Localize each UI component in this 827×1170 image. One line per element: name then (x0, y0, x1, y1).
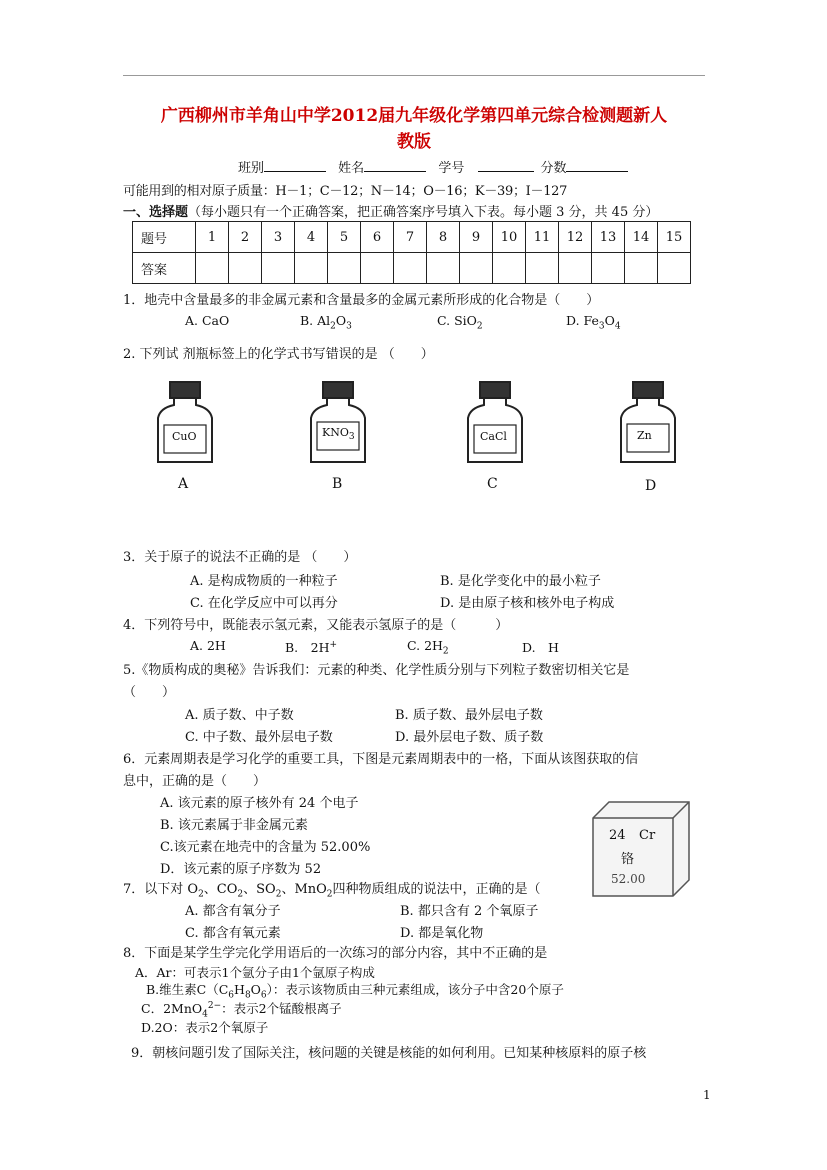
q8-option-b: B.维生素$C(C_6H_8O_6)$：表示该物质由三种元素组成，该分子中含20个原子 (146, 982, 564, 1001)
table-cell: 14 (625, 222, 658, 253)
q4-option-c: C. $2H_2$ (407, 638, 449, 657)
element-name: 铬 (621, 852, 635, 867)
q6-option-b: B. 该元素属于非金属元素 (160, 818, 308, 833)
atomic-masses: 可能用到的相对原子质量：H－1；C－12；N－14；O－16；K－39；I－127 (123, 184, 568, 199)
q3-option-d: D. 是由原子核和核外电子构成 (440, 596, 615, 611)
bottle-b-icon (311, 382, 365, 462)
q8-option-a: A．Ar：可表示1个氩分子由1个氩原子构成 (135, 965, 375, 980)
table-cell: 4 (295, 222, 328, 253)
class-label: 班别 (238, 161, 265, 176)
class-field[interactable] (264, 159, 326, 172)
q4-option-b: B. 2H+ (285, 639, 338, 655)
answer-cell[interactable] (295, 253, 328, 284)
element-symbol: Cr (639, 828, 656, 843)
bottle-d-icon (621, 382, 675, 462)
q4-option-a: A. 2H (190, 638, 226, 653)
page-title-line2: 教版 (397, 132, 431, 152)
q6-option-c: C.该元素在地壳中的含量为 52.00% (160, 840, 371, 855)
page-title-line1: 广西柳州市羊角山中学2012届九年级化学第四单元综合检测题新人 (160, 106, 668, 126)
q1-option-b: B. $Al_2O_3$ (300, 313, 352, 332)
answer-cell[interactable] (658, 253, 691, 284)
table-header-number: 题号 (133, 222, 196, 253)
answer-cell[interactable] (625, 253, 658, 284)
table-header-answer: 答案 (133, 253, 196, 284)
answer-cell[interactable] (526, 253, 559, 284)
q6-option-a: A. 该元素的原子核外有 24 个电子 (160, 796, 359, 811)
q7-option-d: D. 都是氧化物 (400, 926, 484, 941)
id-label: 学号 (438, 161, 465, 176)
answer-cell[interactable] (427, 253, 460, 284)
table-cell: 9 (460, 222, 493, 253)
section1-heading (123, 201, 658, 220)
table-row-answers (133, 253, 691, 284)
header-rule (123, 75, 705, 76)
name-label: 姓名 (338, 161, 365, 176)
table-row-numbers (133, 222, 691, 253)
answer-cell[interactable] (262, 253, 295, 284)
table-cell: 5 (328, 222, 361, 253)
bottle-c-icon (468, 382, 522, 462)
q5-stem-cont: （ ） (123, 685, 176, 700)
q7-option-a: A. 都含有氧分子 (185, 904, 281, 919)
q3-option-a: A. 是构成物质的一种粒子 (190, 574, 338, 589)
name-field[interactable] (364, 159, 426, 172)
periodic-table-cell (591, 800, 691, 898)
q6-stem-cont: 息中，正确的是（ ） (123, 774, 267, 789)
score-field[interactable] (566, 159, 628, 172)
bottle-a-icon (158, 382, 212, 462)
section1-note: （每小题只有一个正确答案，把正确答案序号填入下表。每小题 3 分，共 45 分） (188, 205, 659, 220)
id-field[interactable] (478, 159, 534, 172)
q7-stem: 7．以下对 $O_2$、$CO_2$、$SO_2$、MnO$_2$四种物质组成的说法中，正确的是（ (123, 882, 541, 900)
table-cell: 7 (394, 222, 427, 253)
table-cell: 13 (592, 222, 625, 253)
q2-stem: 2. 下列试 剂瓶标签上的化学式书写错误的是 （ ） (123, 347, 434, 362)
q9-stem: 9．朝核问题引发了国际关注，核问题的关键是核能的如何利用。已知某种核原料的原子核 (131, 1046, 647, 1061)
table-cell: 3 (262, 222, 295, 253)
reagent-bottles-figure (130, 372, 695, 500)
answer-cell[interactable] (592, 253, 625, 284)
bottle-c-label: CaCl (480, 430, 507, 443)
q1-option-a: A. CaO (185, 313, 230, 328)
section1-title: 一、选择题 (123, 205, 189, 220)
q7-option-c: C. 都含有氧元素 (185, 926, 281, 941)
bottle-d-label: Zn (637, 429, 652, 442)
q5-option-b: B. 质子数、最外层电子数 (395, 708, 543, 723)
bottle-c-letter: C (487, 476, 498, 492)
q5-stem: 5.《物质构成的奥秘》告诉我们：元素的种类、化学性质分别与下列粒子数密切相关它是 (123, 663, 630, 678)
q7-option-b: B. 都只含有 2 个氧原子 (400, 904, 539, 919)
bottle-b-label: $KNO_3$ (322, 426, 355, 443)
q4-option-d: D. H (522, 640, 559, 655)
bottle-a-letter: A (178, 476, 189, 492)
q5-option-c: C. 中子数、最外层电子数 (185, 730, 333, 745)
q4-stem: 4．下列符号中，既能表示氢元素，又能表示氢原子的是（ ） (123, 618, 509, 633)
element-mass: 52.00 (611, 872, 646, 886)
bottle-a-label: CuO (172, 430, 197, 443)
answer-cell[interactable] (328, 253, 361, 284)
table-cell: 10 (493, 222, 526, 253)
score-label: 分数 (540, 161, 567, 176)
student-info-line (238, 157, 628, 176)
answer-cell[interactable] (196, 253, 229, 284)
q1-option-c: C. SiO$_2$ (437, 313, 483, 332)
bottle-d-letter: D (645, 478, 657, 494)
table-cell: 2 (229, 222, 262, 253)
answer-cell[interactable] (493, 253, 526, 284)
q5-option-a: A. 质子数、中子数 (185, 708, 294, 723)
q8-stem: 8．下面是某学生学完化学用语后的一次练习的部分内容，其中不正确的是 (123, 946, 548, 961)
q8-option-c: C．2MnO$_4^{2-}$：表示2个锰酸根离子 (141, 1000, 342, 1020)
table-cell: 8 (427, 222, 460, 253)
answer-cell[interactable] (361, 253, 394, 284)
answer-cell[interactable] (460, 253, 493, 284)
table-cell: 6 (361, 222, 394, 253)
table-cell: 1 (196, 222, 229, 253)
answer-cell[interactable] (559, 253, 592, 284)
page-number: 1 (703, 1088, 711, 1102)
bottle-b-letter: B (332, 476, 343, 492)
table-cell: 12 (559, 222, 592, 253)
q8-option-d: D.2O：表示2个氧原子 (141, 1020, 269, 1035)
q3-stem: 3．关于原子的说法不正确的是 （ ） (123, 550, 357, 565)
q1-stem: 1．地壳中含量最多的非金属元素和含量最多的金属元素所形成的化合物是（ ） (123, 293, 600, 308)
q1-option-d: D. $Fe_3O_4$ (566, 313, 621, 332)
answer-table (132, 221, 691, 284)
q6-option-d: D．该元素的原子序数为 52 (160, 862, 322, 877)
q6-stem: 6．元素周期表是学习化学的重要工具，下图是元素周期表中的一格，下面从该图获取的信 (123, 752, 639, 767)
q3-option-c: C. 在化学反应中可以再分 (190, 596, 338, 611)
answer-cell[interactable] (229, 253, 262, 284)
table-cell: 15 (658, 222, 691, 253)
answer-cell[interactable] (394, 253, 427, 284)
table-cell: 11 (526, 222, 559, 253)
element-number: 24 (609, 828, 626, 843)
q3-option-b: B. 是化学变化中的最小粒子 (440, 574, 601, 589)
q5-option-d: D. 最外层电子数、质子数 (395, 730, 544, 745)
